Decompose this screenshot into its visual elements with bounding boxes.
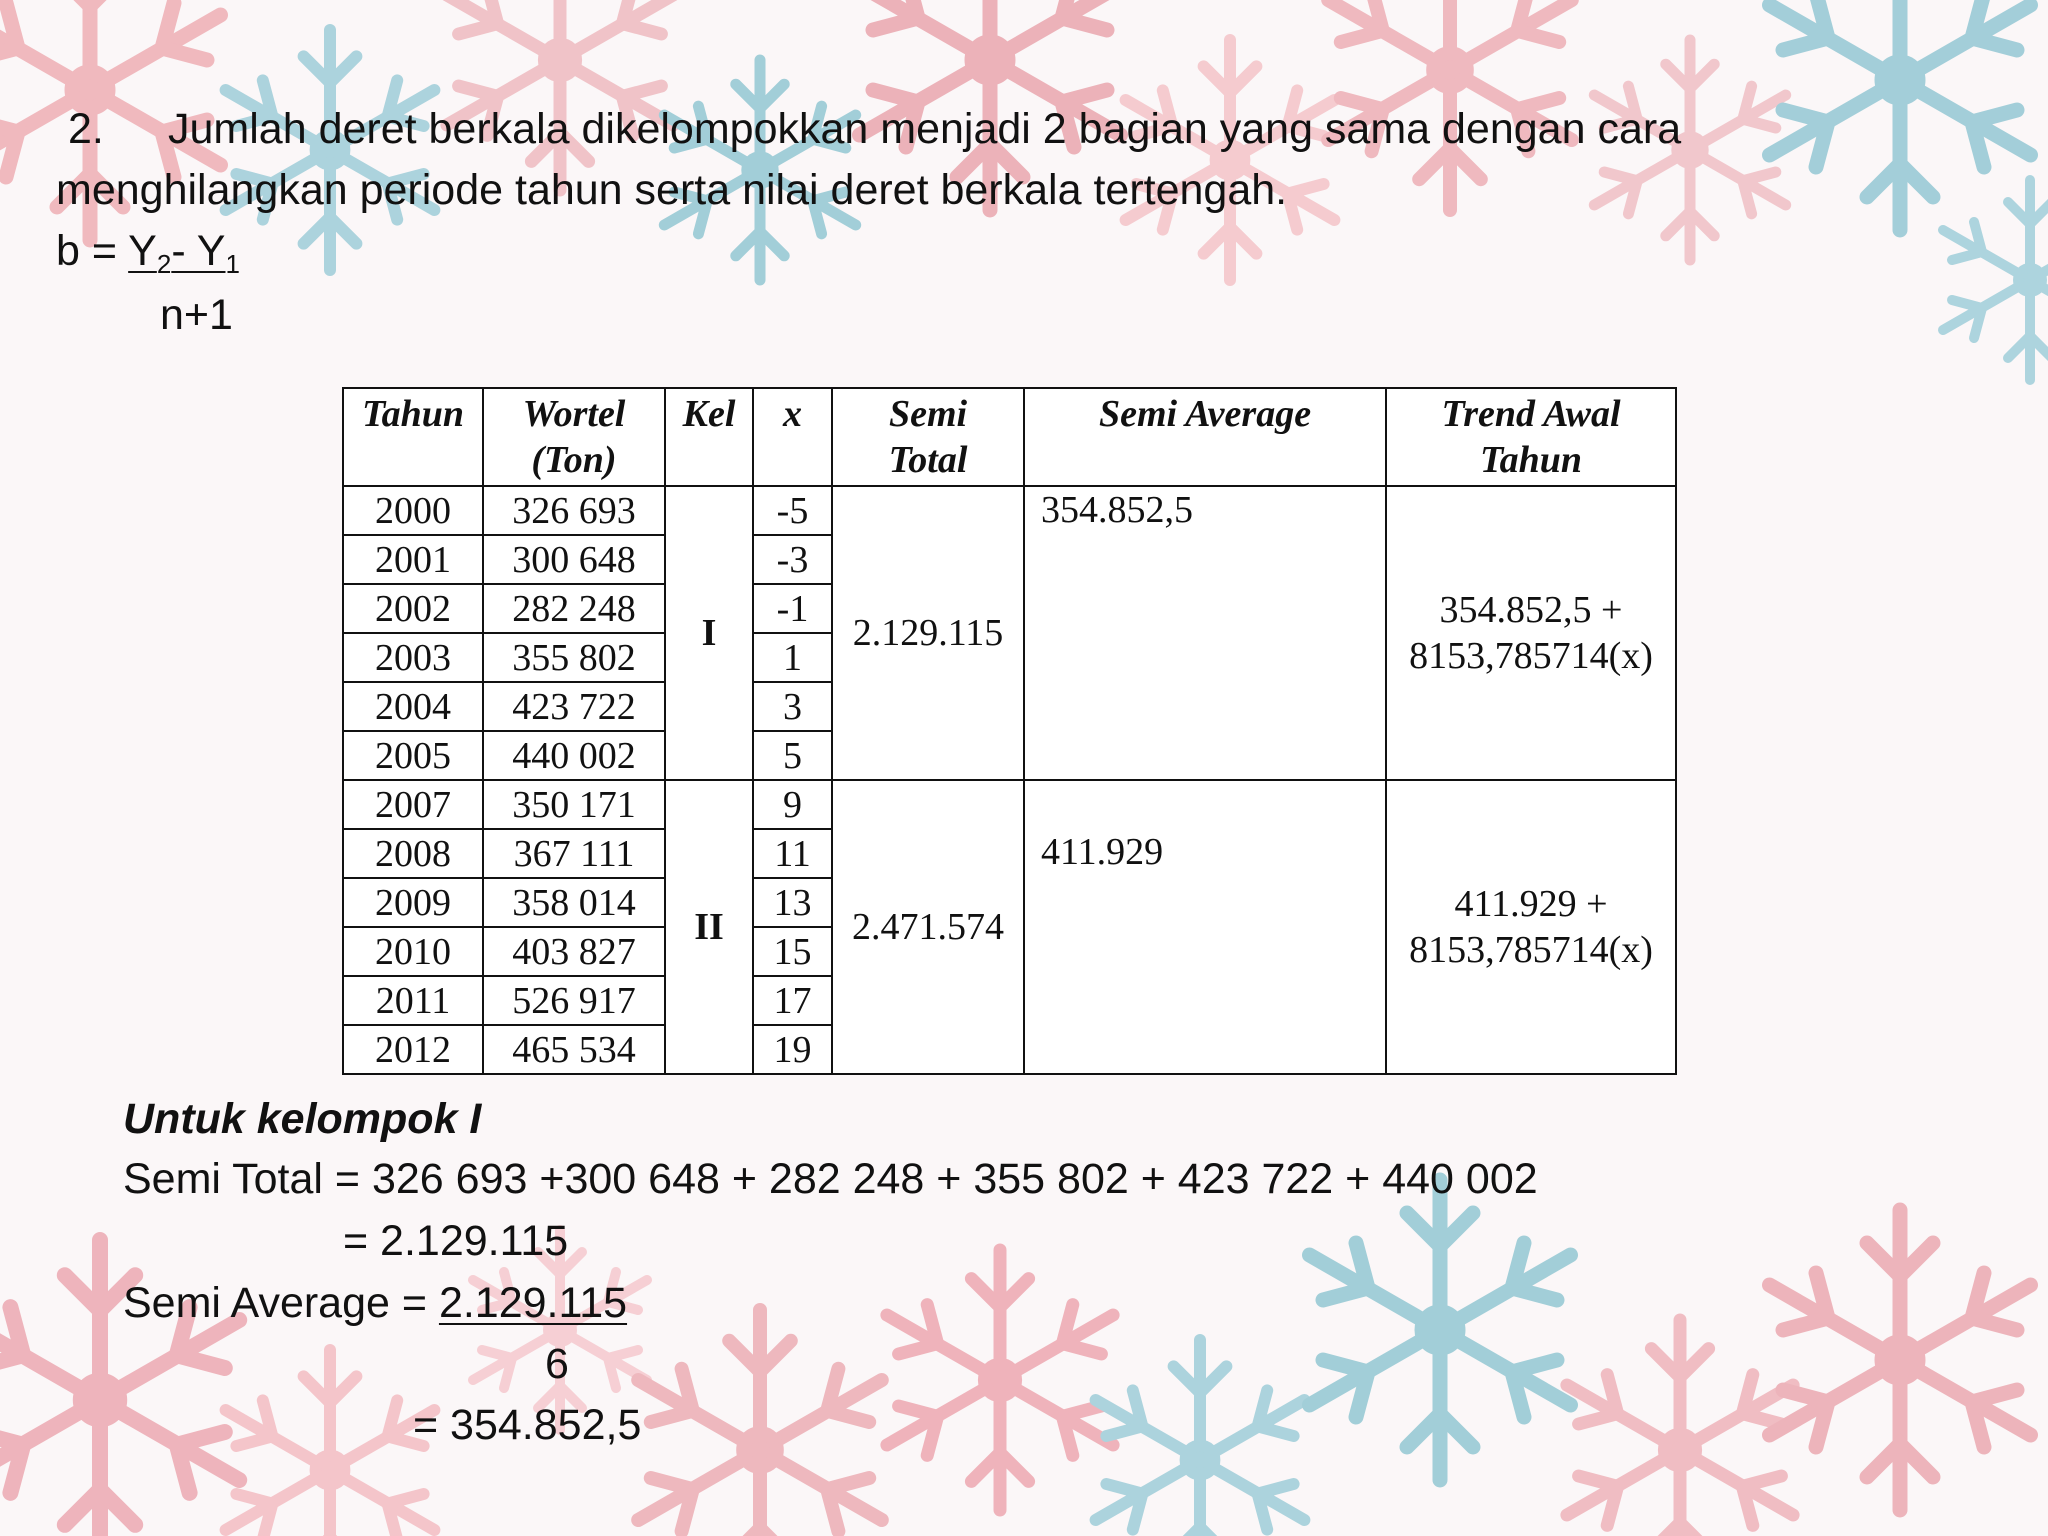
- formula-y2-sub: 2: [156, 249, 172, 279]
- cell-wortel: 440 002: [483, 731, 665, 780]
- cell-wortel: 465 534: [483, 1025, 665, 1074]
- cell-tahun: 2002: [343, 584, 483, 633]
- cell-semi-total: 2.471.574: [832, 780, 1024, 1074]
- cell-tahun: 2011: [343, 976, 483, 1025]
- semi-average-denominator: 6: [545, 1340, 569, 1388]
- cell-trend: 411.929 + 8153,785714(x): [1386, 780, 1676, 1074]
- cell-x: -1: [753, 584, 832, 633]
- header-semi-total: Semi Total: [832, 388, 1024, 486]
- header-x: x: [753, 388, 832, 486]
- cell-x: -5: [753, 486, 832, 535]
- cell-kel: II: [665, 780, 753, 1074]
- table-header-row: [343, 388, 1676, 486]
- table-row: [343, 780, 1676, 829]
- cell-wortel: 282 248: [483, 584, 665, 633]
- cell-x: 9: [753, 780, 832, 829]
- cell-wortel: 403 827: [483, 927, 665, 976]
- cell-tahun: 2001: [343, 535, 483, 584]
- cell-x: 5: [753, 731, 832, 780]
- cell-x: 19: [753, 1025, 832, 1074]
- cell-x: 1: [753, 633, 832, 682]
- cell-tahun: 2000: [343, 486, 483, 535]
- cell-semi-total: 2.129.115: [832, 486, 1024, 780]
- cell-kel: I: [665, 486, 753, 780]
- cell-tahun: 2012: [343, 1025, 483, 1074]
- semi-average-numerator: 2.129.115: [438, 1279, 628, 1327]
- intro-line-2: menghilangkan periode tahun serta nilai deret berkala tertengah.: [56, 166, 1288, 214]
- semi-average-label: Semi Average =: [123, 1279, 439, 1327]
- semi-average-result: = 354.852,5: [413, 1401, 642, 1449]
- list-number: 2.: [68, 105, 104, 153]
- calc-heading: Untuk kelompok I: [123, 1095, 482, 1143]
- formula-denominator: n+1: [160, 291, 233, 339]
- cell-tahun: 2004: [343, 682, 483, 731]
- semi-average-line: [123, 1279, 628, 1327]
- cell-wortel: 526 917: [483, 976, 665, 1025]
- table-row: [343, 486, 1676, 535]
- cell-semi-average: 354.852,5: [1024, 486, 1386, 780]
- formula-y1-sub: 1: [225, 249, 240, 279]
- header-kel: Kel: [665, 388, 753, 486]
- cell-x: 13: [753, 878, 832, 927]
- intro-line-1: [56, 105, 1682, 153]
- header-tahun: Tahun: [343, 388, 483, 486]
- cell-wortel: 355 802: [483, 633, 665, 682]
- cell-tahun: 2009: [343, 878, 483, 927]
- trend-table: [342, 387, 1677, 1075]
- cell-x: -3: [753, 535, 832, 584]
- cell-x: 3: [753, 682, 832, 731]
- cell-tahun: 2010: [343, 927, 483, 976]
- cell-x: 15: [753, 927, 832, 976]
- cell-trend: 354.852,5 + 8153,785714(x): [1386, 486, 1676, 780]
- formula-y2: Y: [128, 227, 157, 275]
- cell-x: 17: [753, 976, 832, 1025]
- cell-tahun: 2005: [343, 731, 483, 780]
- cell-tahun: 2007: [343, 780, 483, 829]
- header-semi-average: Semi Average: [1024, 388, 1386, 486]
- formula-numerator: [128, 227, 240, 279]
- formula-minus-y1: - Y: [171, 227, 226, 275]
- cell-wortel: 367 111: [483, 829, 665, 878]
- cell-wortel: 423 722: [483, 682, 665, 731]
- intro-text-1: Jumlah deret berkala dikelompokkan menjadi 2 bagian yang sama dengan cara: [168, 105, 1682, 153]
- formula-b: [56, 227, 240, 279]
- header-trend: Trend Awal Tahun: [1386, 388, 1676, 486]
- cell-wortel: 326 693: [483, 486, 665, 535]
- header-wortel: Wortel (Ton): [483, 388, 665, 486]
- cell-semi-average: 411.929: [1024, 780, 1386, 1074]
- formula-lhs: b =: [56, 227, 129, 275]
- cell-wortel: 358 014: [483, 878, 665, 927]
- cell-x: 11: [753, 829, 832, 878]
- cell-tahun: 2008: [343, 829, 483, 878]
- semi-total-line: Semi Total = 326 693 +300 648 + 282 248 + 355 802 + 423 722 + 440 002: [123, 1155, 1538, 1203]
- cell-wortel: 350 171: [483, 780, 665, 829]
- cell-wortel: 300 648: [483, 535, 665, 584]
- cell-tahun: 2003: [343, 633, 483, 682]
- semi-total-result: = 2.129.115: [343, 1217, 569, 1265]
